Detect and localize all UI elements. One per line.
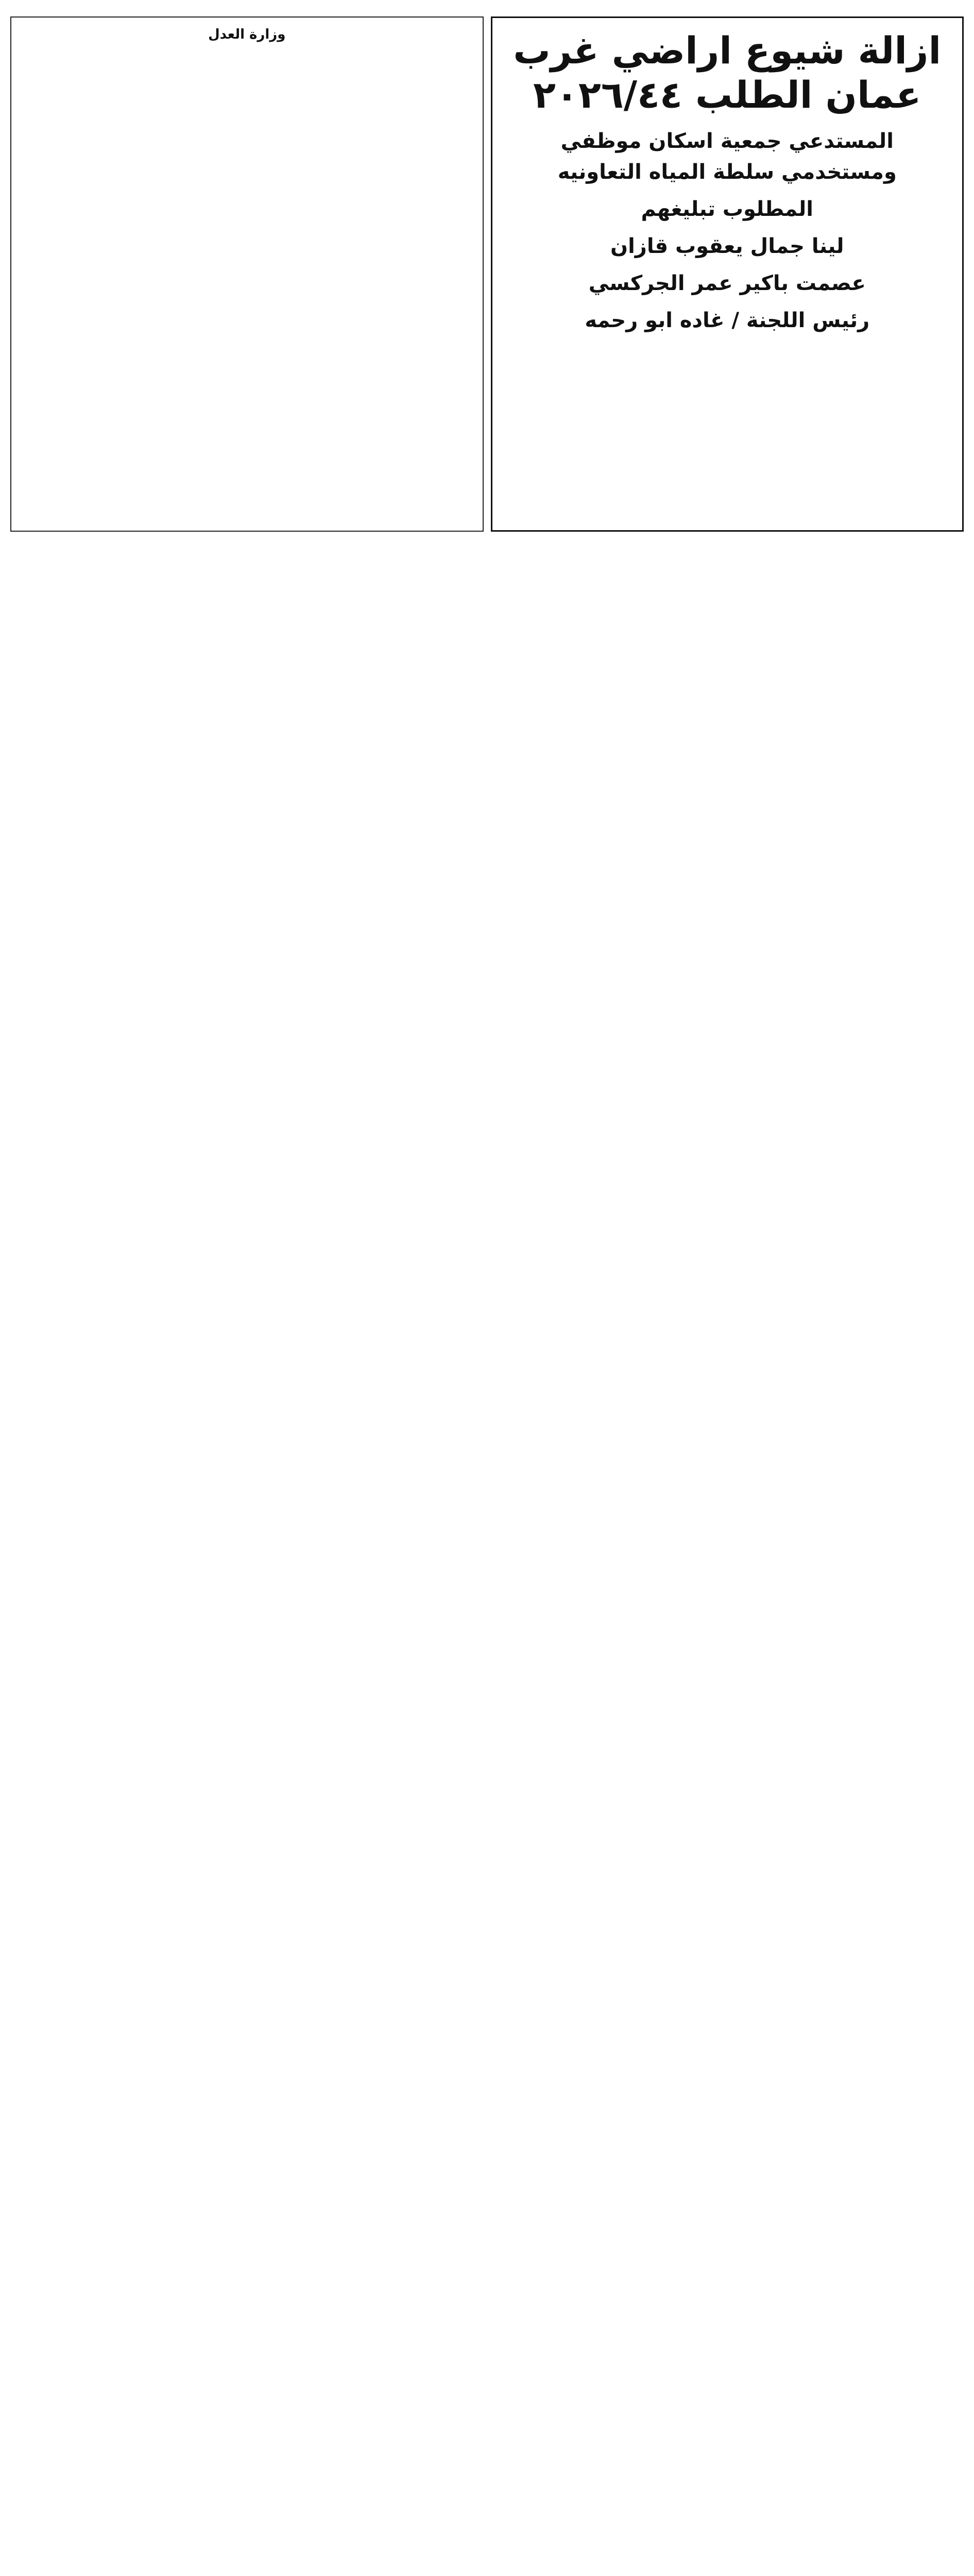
ministry-notice	[10, 16, 484, 532]
notice-headline: ازالة شيوع اراضي غرب عمان الطلب ٢٠٢٦/٤٤	[513, 29, 942, 117]
notice-line: المستدعي جمعية اسكان موظفي ومستخدمي سلطة المياه التعاونيه	[557, 129, 897, 184]
notice-line: عصمت باكير عمر الجركسي	[588, 271, 866, 295]
notice-line: لينا جمال يعقوب قازان	[610, 234, 844, 258]
bottom-section	[10, 16, 964, 532]
notice-signature: رئيس اللجنة / غاده ابو رحمه	[585, 308, 870, 332]
notice-line: المطلوب تبليغهم	[641, 197, 813, 221]
ministry-title: وزارة العدل	[208, 27, 286, 42]
property-partition-notice	[491, 16, 964, 532]
